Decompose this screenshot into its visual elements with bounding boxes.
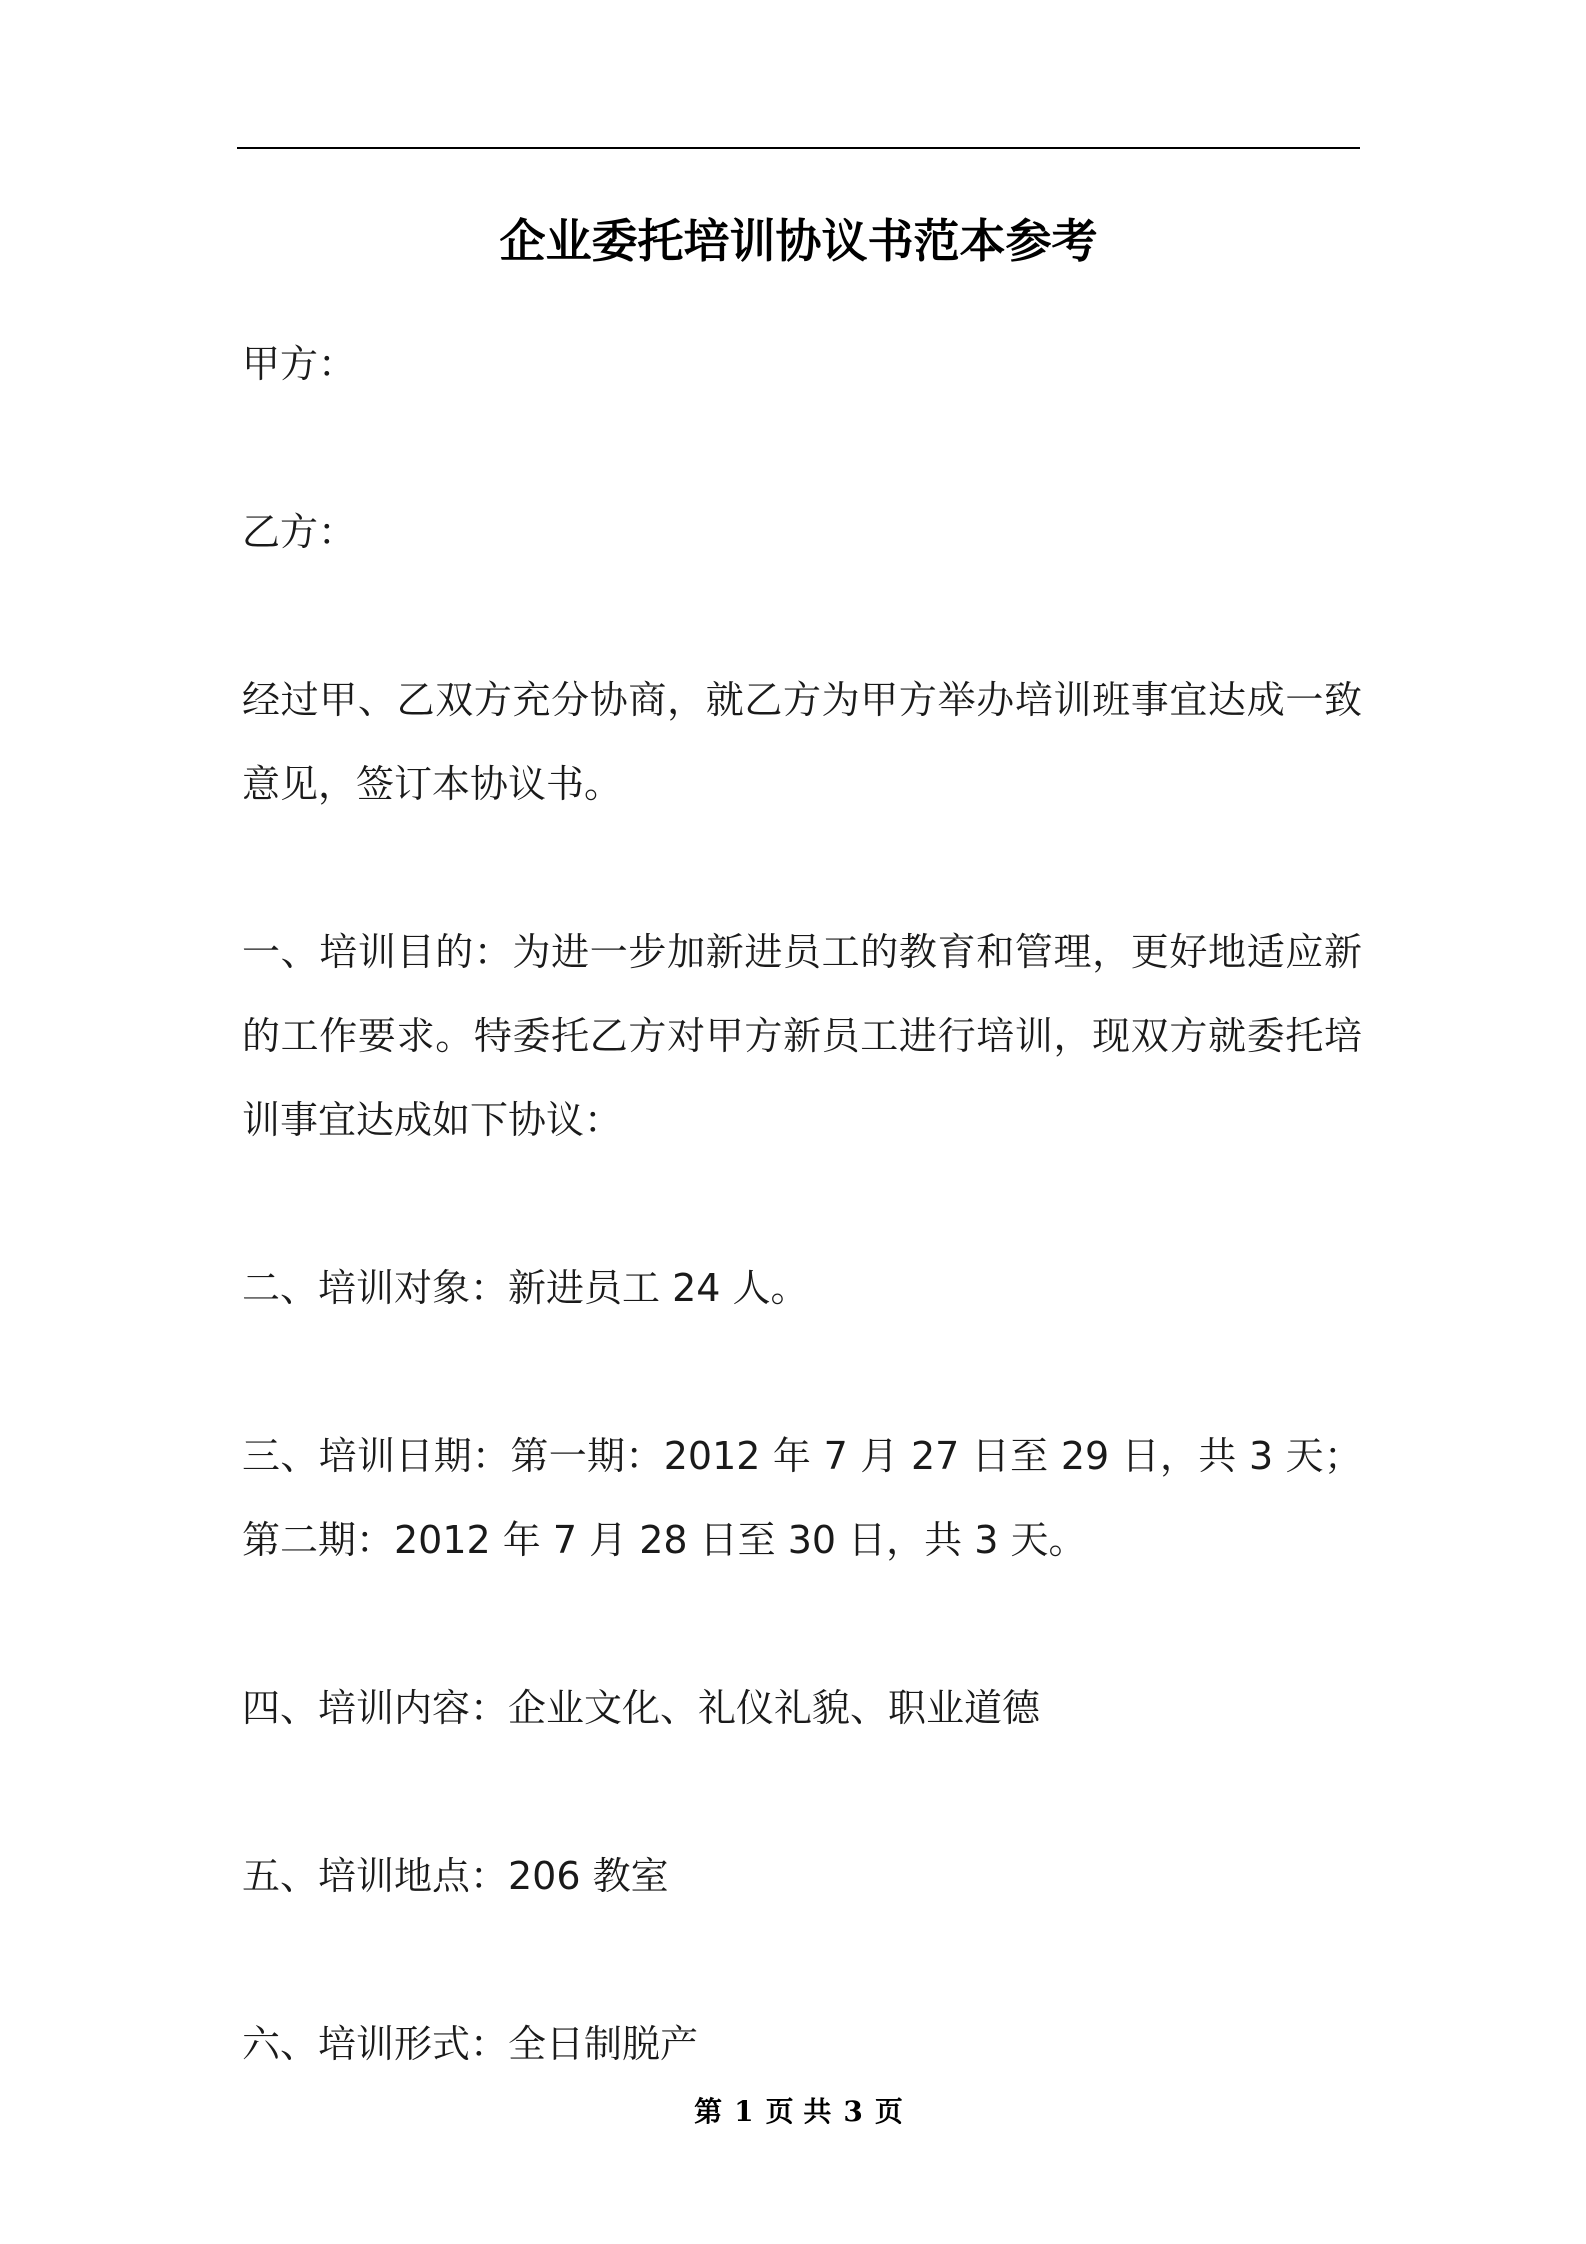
- footer-total-pages: 3: [843, 2095, 863, 2128]
- intro-paragraph: 经过甲、乙双方充分协商，就乙方为甲方举办培训班事宜达成一致意见，签订本协议书。: [242, 678, 1362, 806]
- clause-5-location: 五、培训地点：206 教室: [242, 1854, 669, 1898]
- page-number-footer: [237, 2090, 1360, 2134]
- footer-middle: 页 共: [765, 2095, 832, 2128]
- footer-suffix: 页: [874, 2095, 903, 2128]
- clause-1-purpose: 一、培训目的：为进一步加新进员工的教育和管理，更好地适应新的工作要求。特委托乙方对甲方新员工进行培训，现双方就委托培训事宜达成如下协议：: [242, 930, 1362, 1142]
- party-a-line: 甲方：: [242, 342, 357, 386]
- clause-2-participants: 二、培训对象：新进员工 24 人。: [242, 1266, 809, 1310]
- document-title: 企业委托培训协议书范本参考: [499, 214, 1098, 268]
- footer-prefix: 第: [694, 2095, 723, 2128]
- clause-4-content: 四、培训内容：企业文化、礼仪礼貌、职业道德: [242, 1686, 1041, 1730]
- party-b-line: 乙方：: [242, 510, 357, 554]
- clause-3-dates: 三、培训日期：第一期：2012 年 7 月 27 日至 29 日，共 3 天；第二期：2012 年 7 月 28 日至 30 日，共 3 天。: [242, 1434, 1362, 1562]
- header-rule: [237, 147, 1360, 149]
- clause-6-format: 六、培训形式：全日制脱产: [242, 2022, 699, 2066]
- footer-current-page: 1: [734, 2095, 754, 2128]
